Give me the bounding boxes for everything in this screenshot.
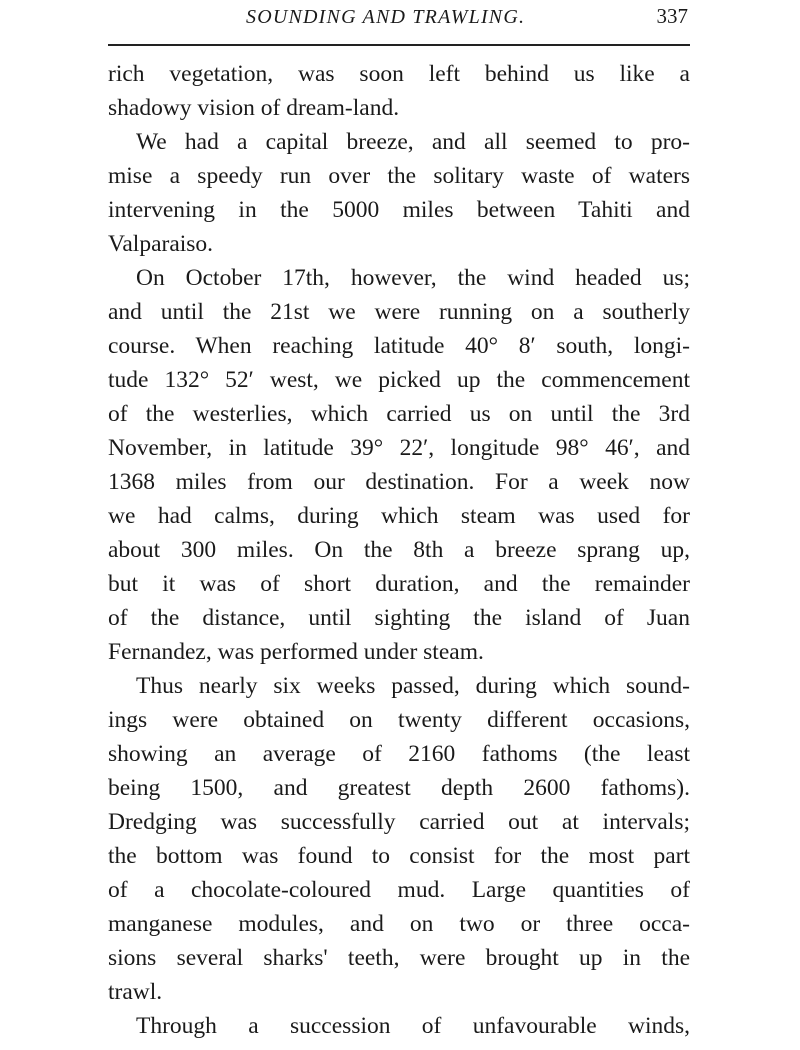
text-line: we had calms, during which steam was used for — [108, 503, 690, 529]
text-line: sions several sharks' teeth, were brought up in the — [108, 945, 690, 971]
page-number: 337 — [656, 4, 688, 28]
text-line: and until the 21st we were running on a southerly — [108, 299, 690, 325]
text-line: but it was of short duration, and the remainder — [108, 571, 690, 597]
text-line: 1368 miles from our destination. For a week now — [108, 469, 690, 495]
text-line: We had a capital breeze, and all seemed to pro- — [136, 129, 690, 155]
text-line: being 1500, and greatest depth 2600 fathoms). — [108, 775, 690, 801]
body-text — [108, 57, 690, 1043]
text-line: shadowy vision of dream-land. — [108, 95, 400, 121]
text-line: course. When reaching latitude 40° 8′ south, longi- — [108, 333, 690, 359]
text-line: of a chocolate-coloured mud. Large quantities of — [108, 877, 690, 903]
text-line: November, in latitude 39° 22′, longitude 98° 46′, and — [108, 435, 690, 461]
text-line: Dredging was successfully carried out at intervals; — [108, 809, 690, 835]
text-line: the bottom was found to consist for the most part — [108, 843, 690, 869]
text-line: tude 132° 52′ west, we picked up the commencement — [108, 367, 690, 393]
text-line: of the westerlies, which carried us on until the 3rd — [108, 401, 690, 427]
text-line: Through a succession of unfavourable winds, — [136, 1013, 690, 1039]
text-line: intervening in the 5000 miles between Tahiti and — [108, 197, 690, 223]
text-line: trawl. — [108, 979, 163, 1005]
text-line: Fernandez, was performed under steam. — [108, 639, 484, 665]
text-line: about 300 miles. On the 8th a breeze sprang up, — [108, 537, 690, 563]
text-line: mise a speedy run over the solitary waste of waters — [108, 163, 690, 189]
header-rule — [108, 44, 690, 46]
text-line: ings were obtained on twenty different occasions, — [108, 707, 690, 733]
text-line: On October 17th, however, the wind headed us; — [136, 265, 690, 291]
text-line: showing an average of 2160 fathoms (the least — [108, 741, 690, 767]
text-line: manganese modules, and on two or three occa- — [108, 911, 690, 937]
text-line: Thus nearly six weeks passed, during which sound- — [136, 673, 690, 699]
running-title: SOUNDING AND TRAWLING. — [246, 6, 526, 28]
text-line: rich vegetation, was soon left behind us like a — [108, 61, 690, 87]
running-head — [108, 4, 690, 36]
text-line: of the distance, until sighting the island of Juan — [108, 605, 690, 631]
text-line: Valparaiso. — [108, 231, 214, 257]
